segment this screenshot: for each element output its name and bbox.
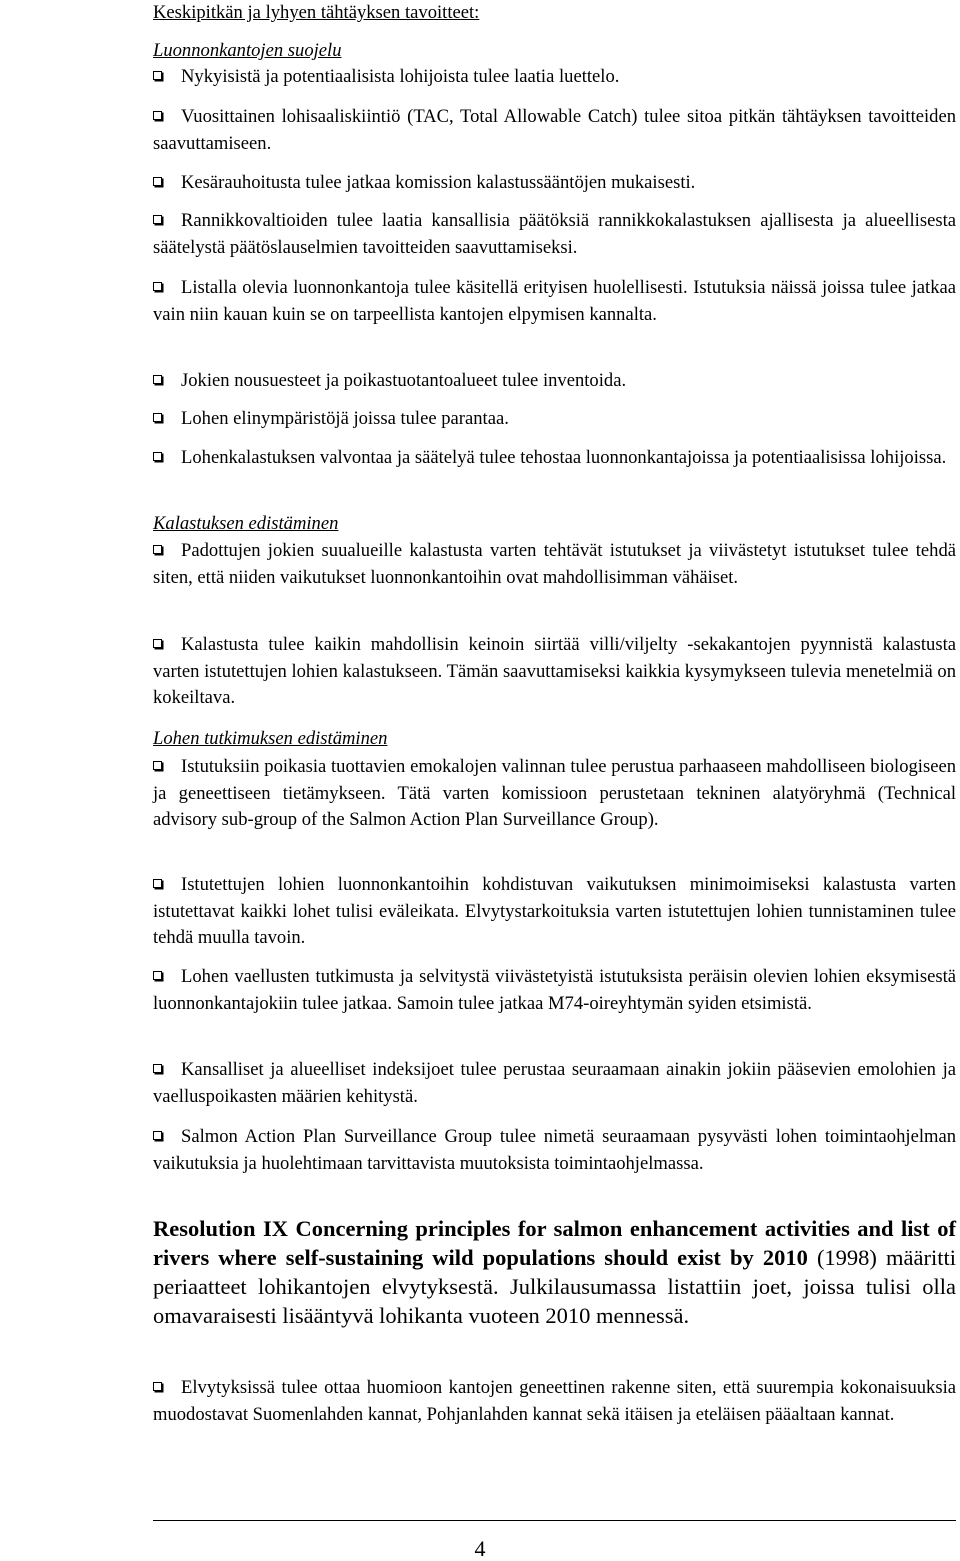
subheading-lohen-tutkimuksen-edistaminen: Lohen tutkimuksen edistäminen [153,728,388,749]
checkbox-bullet-icon [153,879,162,888]
list-item: Istutuksiin poikasia tuottavien emokalojen valinnan tulee perustua parhaaseen mahdolliseen biologiseen ja geneettiseen tietämykseen. Tätä varten komissioon perustetaan tekninen alatyöryhmä (Technical advisory sub-group of the Salmon Action Plan Surveillance Group). [153,756,956,831]
checkbox-bullet-icon [153,177,162,186]
list-item: Lohenkalastuksen valvontaa ja säätelyä tulee tehostaa luonnonkantajoissa ja potentiaalisissa lohijoissa. [153,445,956,472]
list-item: Padottujen jokien suualueille kalastusta varten tehtävät istutukset ja viivästetyt istutukset tulee tehdä siten, että niiden vaikutukset luonnonkantoihin ovat mahdollisimman vähäiset. [153,540,956,588]
checkbox-bullet-icon [153,71,162,80]
checkbox-bullet-icon [153,1131,162,1140]
checkbox-bullet-icon [153,282,162,291]
page-number: 4 [474,1536,486,1561]
checkbox-bullet-icon [153,1064,162,1073]
list-item: Kalastusta tulee kaikin mahdollisin keinoin siirtää villi/viljelty -sekakantojen pyynnistä kalastusta varten istutettujen lohien kalastukseen. Tämän saavuttamiseksi kaikkia kysymykseen tulevia menetelmiä on kokeiltava. [153,634,956,709]
list-item: Listalla olevia luonnonkantoja tulee käsitellä erityisen huolellisesti. Istutuksia näissä joissa tulee jatkaa vain niin kauan kuin se on tarpeellista kantojen elpymisen kannalta. [153,277,956,325]
list-item: Vuosittainen lohisaaliskiintiö (TAC, Total Allowable Catch) tulee sitoa pitkän tähtäyksen tavoitteiden saavuttamiseen. [153,106,956,154]
list-item: Rannikkovaltioiden tulee laatia kansallisia päätöksiä rannikkokalastuksen ajallisesta ja alueellisesta säätelystä päätöslauselmien tavoitteiden saavuttamiseksi. [153,210,956,258]
subheading-kalastuksen-edistaminen: Kalastuksen edistäminen [153,513,339,534]
section-heading: Keskipitkän ja lyhyen tähtäyksen tavoitteet: [153,2,480,23]
subheading-luonnonkantojen-suojelu: Luonnonkantojen suojelu [153,40,342,61]
list-item: Elvytyksissä tulee ottaa huomioon kantojen geneettinen rakenne siten, että suurempia kokonaisuuksia muodostavat Suomenlahden kannat, Pohjanlahden kannat sekä itäisen ja eteläisen pääaltaan kannat. [153,1377,956,1425]
resolution-text: (1998) määritti periaatteet lohikantojen elvytyksestä. Julkilausumassa listattiin joet, joissa tulisi olla omavaraisesti lisääntyvä lohikanta vuoteen 2010 mennessä. [153,1245,956,1328]
list-item: Nykyisistä ja potentiaalisista lohijoista tulee laatia luettelo. [153,64,956,91]
list-item: Salmon Action Plan Surveillance Group tulee nimetä seuraamaan pysyvästi lohen toimintaohjelman vaikutuksia ja huolehtimaan tarvittavista muutoksista toimintaohjelmassa. [153,1126,956,1174]
list-item: Istutettujen lohien luonnonkantoihin kohdistuvan vaikutuksen minimoimiseksi kalastusta varten istutettavat kaikki lohet tulisi eväleikata. Elvytystarkoituksia varten istutettujen lohien tunnistaminen tulee tehdä muulla tavoin. [153,874,956,949]
checkbox-bullet-icon [153,545,162,554]
checkbox-bullet-icon [153,639,162,648]
checkbox-bullet-icon [153,111,162,120]
checkbox-bullet-icon [153,375,162,384]
checkbox-bullet-icon [153,761,162,770]
list-item: Kansalliset ja alueelliset indeksijoet tulee perustaa seuraamaan ainakin jokiin pääsevien emolohien ja vaelluspoikasten määrien kehitystä. [153,1059,956,1107]
checkbox-bullet-icon [153,215,162,224]
resolution-title: Resolution IX Concerning principles for salmon enhancement activities and list of rivers where self-sustaining wild populations should exist by 2010 [153,1216,956,1270]
checkbox-bullet-icon [153,971,162,980]
footer-divider [153,1520,956,1521]
list-item: Lohen elinympäristöjä joissa tulee parantaa. [153,406,956,433]
checkbox-bullet-icon [153,1382,162,1391]
list-item: Jokien nousuesteet ja poikastuotantoalueet tulee inventoida. [153,368,956,395]
list-item: Lohen vaellusten tutkimusta ja selvitystä viivästetyistä istutuksista peräisin olevien lohien eksymisestä luonnonkantajokiin tulee jatkaa. Samoin tulee jatkaa M74-oireyhtymän syiden etsimistä. [153,966,956,1014]
checkbox-bullet-icon [153,452,162,461]
checkbox-bullet-icon [153,413,162,422]
list-item: Kesärauhoitusta tulee jatkaa komission kalastussääntöjen mukaisesti. [153,170,956,197]
resolution-paragraph [153,1214,956,1330]
